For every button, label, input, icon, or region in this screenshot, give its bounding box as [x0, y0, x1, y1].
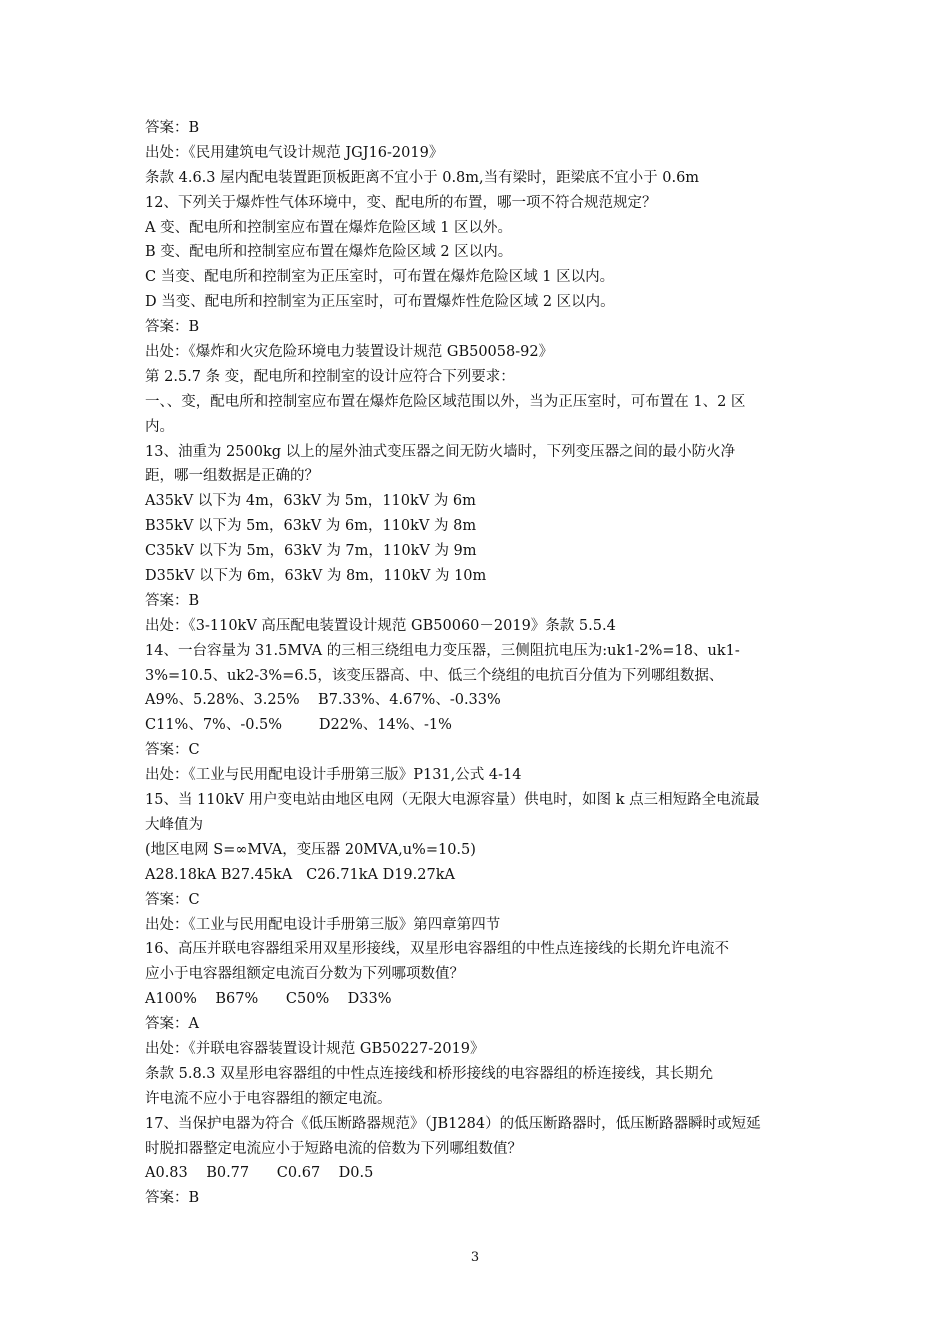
page-content: [145, 116, 815, 1211]
option-line: B 变、配电所和控制室应布置在爆炸危险区域 2 区以内。: [145, 244, 513, 261]
page-number: 3: [470, 1250, 480, 1265]
clause-line: 内。: [145, 418, 174, 435]
source-line: 出处：《3-110kV 高压配电装置设计规范 GB50060－2019》条款 5.5.4: [145, 617, 616, 634]
question-line: 大峰值为: [145, 816, 203, 833]
clause-line: 许电流不应小于电容器组的额定电流。: [145, 1090, 392, 1107]
source-line: 出处：《爆炸和火灾危险环境电力装置设计规范 GB50058-92》: [145, 344, 554, 361]
answer-line: 答案：B: [145, 592, 200, 609]
question-line: 距，哪一组数据是正确的？: [145, 468, 319, 485]
option-line: A28.18kA B27.45kA C26.71kA D19.27kA: [145, 866, 455, 883]
question-17: 17、当保护电器为符合《低压断路器规范》（JB1284）的低压断路器时，低压断路器瞬时或短延: [145, 1115, 761, 1132]
question-15: 15、当 110kV 用户变电站由地区电网（无限大电源容量）供电时，如图 k 点三相短路全电流最: [145, 792, 760, 809]
option-line: B35kV 以下为 5m，63kV 为 6m，110kV 为 8m: [145, 518, 477, 535]
source-line: 出处：《民用建筑电气设计规范 JGJ16-2019》: [145, 144, 444, 161]
question-12: 12、下列关于爆炸性气体环境中，变、配电所的布置，哪一项不符合规范规定？: [145, 194, 657, 211]
clause-line: 条款 4.6.3 屋内配电装置距顶板距离不宜小于 0.8m,当有梁时，距梁底不宜小于 0.6m: [145, 169, 700, 186]
question-line: 时脱扣器整定电流应小于短路电流的倍数为下列哪组数值？: [145, 1140, 522, 1157]
answer-line: 答案：C: [145, 742, 200, 759]
source-line: 出处：《工业与民用配电设计手册第三版》第四章第四节: [145, 916, 501, 933]
source-line: 出处：《并联电容器装置设计规范 GB50227-2019》: [145, 1040, 485, 1057]
option-line: A9%、5.28%、3.25% B7.33%、4.67%、-0.33%: [145, 692, 501, 709]
question-line: (地区电网 S=∞MVA，变压器 20MVA,u%=10.5): [145, 841, 476, 858]
answer-line: 答案：B: [145, 120, 200, 136]
option-line: D35kV 以下为 6m，63kV 为 8m，110kV 为 10m: [145, 568, 487, 585]
option-line: A0.83 B0.77 C0.67 D0.5: [145, 1165, 374, 1182]
question-14: 14、一台容量为 31.5MVA 的三相三绕组电力变压器，三侧阻抗电压为:uk1-2%=18、uk1-: [145, 642, 740, 659]
answer-line: 答案：B: [145, 1190, 200, 1207]
answer-line: 答案：C: [145, 891, 200, 908]
question-16: 16、高压并联电容器组采用双星形接线，双星形电容器组的中性点连接线的长期允许电流不: [145, 941, 729, 958]
question-line: 3%=10.5、uk2-3%=6.5，该变压器高、中、低三个绕组的电抗百分值为下列哪组数据、: [145, 667, 724, 684]
option-line: A 变、配电所和控制室应布置在爆炸危险区域 1 区以外。: [145, 219, 513, 236]
option-line: A35kV 以下为 4m，63kV 为 5m，110kV 为 6m: [145, 493, 476, 510]
clause-line: 一、、变，配电所和控制室应布置在爆炸危险区域范围以外，当为正压室时，可布置在 1、2 区: [145, 393, 746, 410]
option-line: C35kV 以下为 5m，63kV 为 7m，110kV 为 9m: [145, 543, 477, 560]
question-line: 应小于电容器组额定电流百分数为下列哪项数值？: [145, 966, 464, 983]
option-line: C 当变、配电所和控制室为正压室时，可布置在爆炸危险区域 1 区以内。: [145, 269, 615, 286]
clause-line: 条款 5.8.3 双星形电容器组的中性点连接线和桥形接线的电容器组的桥连接线，其长期允: [145, 1065, 714, 1082]
option-line: D 当变、配电所和控制室为正压室时，可布置爆炸性危险区域 2 区以内。: [145, 294, 615, 311]
source-line: 出处：《工业与民用配电设计手册第三版》P131,公式 4-14: [145, 767, 522, 784]
option-line: C11%、7%、-0.5% D22%、14%、-1%: [145, 717, 452, 734]
answer-line: 答案：B: [145, 319, 200, 336]
clause-line: 第 2.5.7 条 变，配电所和控制室的设计应符合下列要求：: [145, 368, 515, 385]
question-13: 13、油重为 2500kg 以上的屋外油式变压器之间无防火墙时，下列变压器之间的最小防火净: [145, 443, 736, 460]
option-line: A100% B67% C50% D33%: [145, 991, 392, 1008]
answer-line: 答案：A: [145, 1016, 199, 1033]
